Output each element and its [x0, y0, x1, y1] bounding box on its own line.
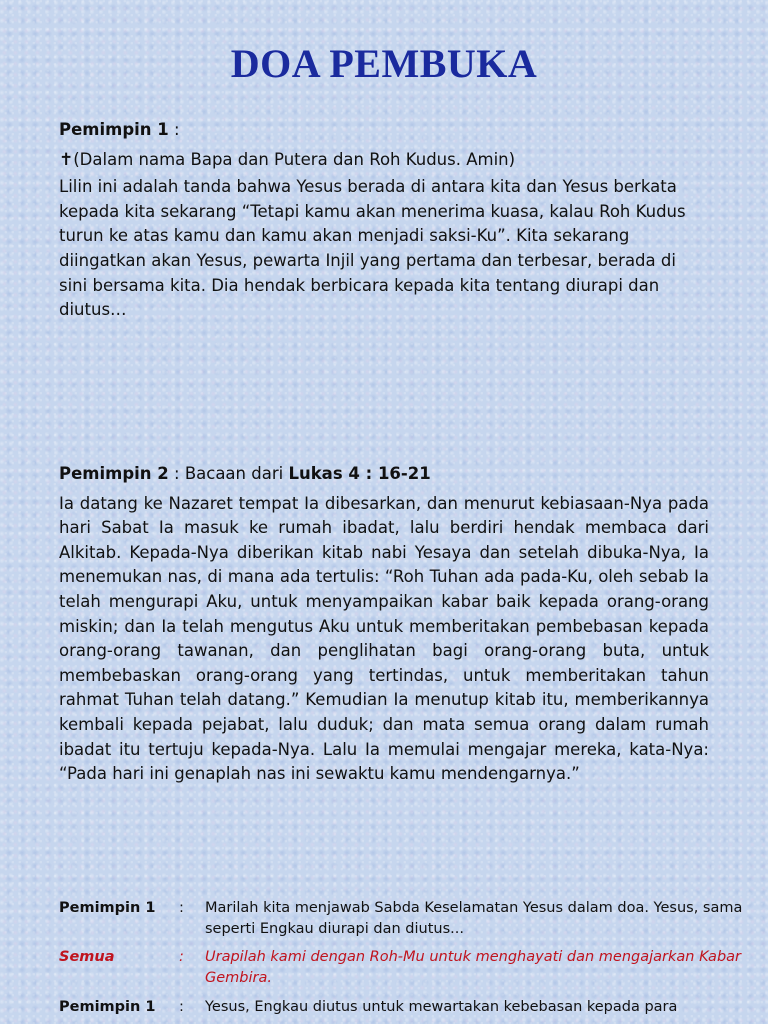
sign-of-cross-line: [59, 148, 709, 173]
response-colon: :: [179, 999, 184, 1015]
reading-header: [59, 462, 709, 487]
speaker-label: Pemimpin 1: [59, 120, 169, 139]
response-colon: :: [179, 900, 184, 916]
opening-paragraph: Lilin ini adalah tanda bahwa Yesus berada di antara kita dan Yesus berkata kepada kita sekarang “Tetapi kamu akan menerima kuasa, kalau Roh Kudus turun ke atas kamu dan kamu akan menjadi saksi-Ku”. Kita sekarang diingatkan akan Yesus, pewarta Injil yang pertama dan terbesar, berada di sini bersama kita. Dia hendak berbicara kepada kita tentang diurapi dan diutus…: [59, 177, 686, 320]
response-text: Urapilah kami dengan Roh-Mu untuk menghayati dan mengajarkan Kabar Gembira.: [205, 949, 741, 986]
response-text: Yesus, Engkau diutus untuk mewartakan kebebasan kepada para: [205, 999, 678, 1015]
cross-icon: ✝: [59, 149, 74, 170]
response-colon: :: [179, 949, 184, 965]
speaker-line: [59, 118, 709, 143]
speaker-colon: :: [168, 120, 180, 139]
section-reading: [59, 462, 709, 787]
response-text: Marilah kita menjawab Sabda Keselamatan Yesus dalam doa. Yesus, sama seperti Engkau diurapi dan diutus...: [205, 900, 743, 937]
page-title: DOA PEMBUKA: [230, 41, 538, 86]
sign-of-cross-text: (Dalam nama Bapa dan Putera dan Roh Kudus. Amin): [73, 149, 516, 169]
reading-intro: : Bacaan dari: [168, 464, 289, 483]
response-speaker: Pemimpin 1: [59, 999, 156, 1015]
reading-paragraph: Ia datang ke Nazaret tempat Ia dibesarkan, dan menurut kebiasaan-Nya pada hari Sabat Ia masuk ke rumah ibadat, lalu berdiri hendak membaca dari Alkitab. Kepada-Nya diberikan kitab nabi Yesaya dan setelah dibuka-Nya, Ia menemukan nas, di mana ada tertulis: “Roh Tuhan ada pada-Ku, oleh sebab Ia telah mengurapi Aku, untuk menyampaikan kabar baik kepada orang-orang miskin; dan Ia telah mengutus Aku untuk memberitakan pembebasan kepada orang-orang tawanan, dan penglihatan bagi orang-orang buta, untuk membebaskan orang-orang yang tertindas, untuk memberitakan tahun rahmat Tuhan telah datang.” Kemudian Ia menutup kitab itu, memberikannya kembali kepada pejabat, lalu duduk; dan mata semua orang dalam rumah ibadat itu tertuju kepada-Nya. Lalu Ia memulai mengajar mereka, kata-Nya: “Pada hari ini genaplah nas ini sewaktu kamu mendengarnya.”: [59, 493, 709, 784]
speaker-label: Pemimpin 2: [59, 464, 169, 483]
response-speaker: Pemimpin 1: [59, 900, 156, 916]
response-speaker: Semua: [59, 949, 115, 965]
scripture-reference: Lukas 4 : 16-21: [288, 464, 431, 483]
section-opening: [59, 118, 709, 323]
